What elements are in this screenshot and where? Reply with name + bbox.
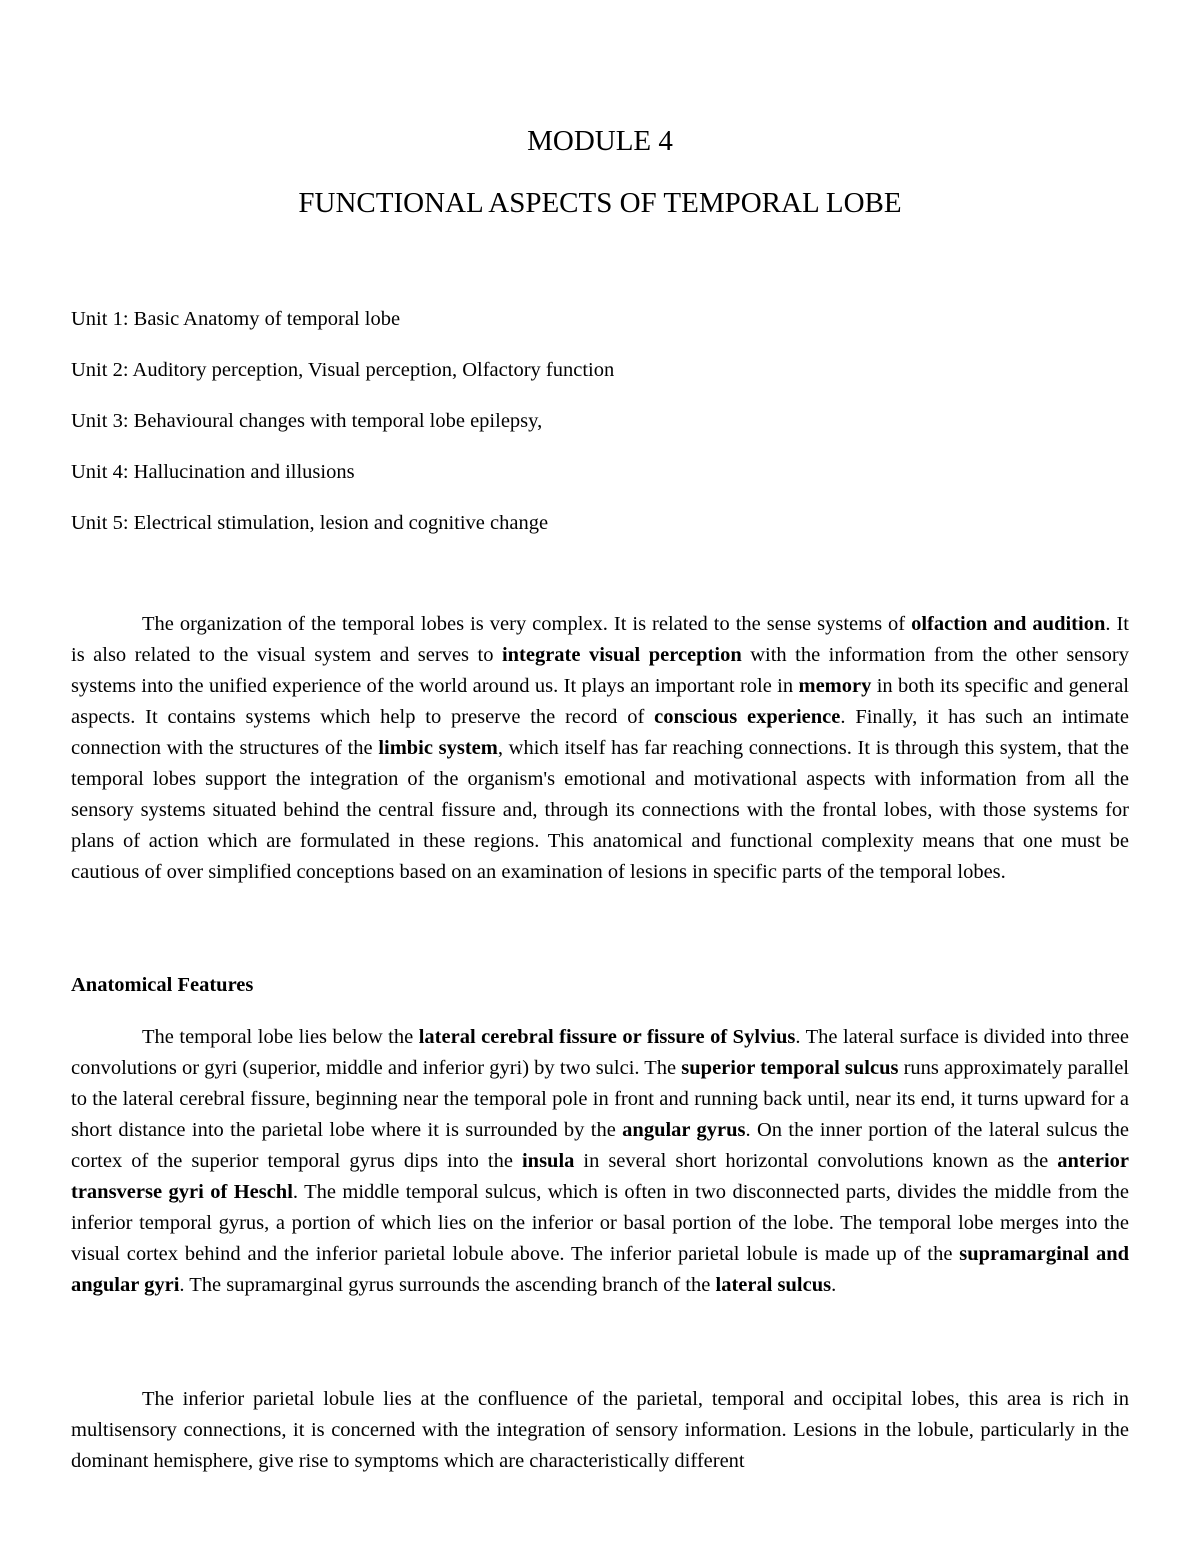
text-run: runs approximately parallel to the lateral cerebral fissure, beginning near the temporal pole in front and running back until, near its end, it turns upward for a short distance into the parietal lobe where it is surrounded by the <box>71 1057 1130 1141</box>
bold-term: olfaction and audition <box>911 613 1106 635</box>
text-run: The temporal lobe lies below the <box>142 1026 419 1048</box>
text-run: The inferior parietal lobule lies at the confluence of the parietal, temporal and occipital lobes, this area is rich in multisensory connections, it is concerned with the integration of sensory information. Lesions in the lobule, particularly in the dominant hemisphere, give rise to symptoms which are characteristically different <box>71 1388 1129 1472</box>
text-run: . The middle temporal sulcus, which is often in two disconnected parts, divides the middle from the inferior temporal gyrus, a portion of which lies on the inferior or basal portion of the lobe. The temporal lobe merges into the visual cortex behind and the inferior parietal lobule above. The inferior parietal lobule is made up of the <box>71 1181 1130 1265</box>
text-run: . The lateral surface is divided into three convolutions or gyri (superior, middle and inferior gyri) by two sulci. The <box>71 1026 1130 1079</box>
text-run: in both its specific and general aspects. It contains systems which help to preserve the record of <box>71 675 1129 728</box>
module-subtitle: FUNCTIONAL ASPECTS OF TEMPORAL LOBE <box>298 187 902 219</box>
bold-term: integrate visual perception <box>501 644 742 666</box>
text-run: with the information from the other sensory systems into the unified experience of the world around us. It plays an important role in <box>71 644 1129 697</box>
bold-term: conscious experience <box>654 706 841 728</box>
unit-item: Unit 2: Auditory perception, Visual perception, Olfactory function <box>71 359 615 381</box>
text-run: in several short horizontal convolutions known as the <box>574 1150 1058 1172</box>
text-run: . Finally, it has such an intimate connection with the structures of the <box>71 706 1129 759</box>
text-run: The organization of the temporal lobes is very complex. It is related to the sense systems of <box>142 613 912 635</box>
bold-term: superior temporal sulcus <box>681 1057 899 1079</box>
unit-list <box>71 306 1131 561</box>
unit-item: Unit 3: Behavioural changes with temporal lobe epilepsy, <box>71 410 543 432</box>
text-run: . The supramarginal gyrus surrounds the ascending branch of the <box>179 1274 716 1296</box>
text-run: . On the inner portion of the lateral sulcus the cortex of the superior temporal gyrus dips into the <box>71 1119 1129 1172</box>
text-run: . It is also related to the visual system and serves to <box>71 613 1129 666</box>
text-run: , which itself has far reaching connections. It is through this system, that the temporal lobes support the integration of the organism's emotional and motivational aspects with information from all the sensory systems situated behind the central fissure and, through its connections with the frontal lobes, with those systems for plans of action which are formulated in these regions. This anatomical and functional complexity means that one must be cautious of over simplified conceptions based on an examination of lesions in specific parts of the temporal lobes. <box>71 737 1130 883</box>
section-heading: Anatomical Features <box>71 974 254 996</box>
unit-item: Unit 5: Electrical stimulation, lesion and cognitive change <box>71 512 549 534</box>
text-run: . <box>831 1274 837 1296</box>
bold-term: lateral sulcus <box>715 1274 832 1296</box>
module-title: MODULE 4 <box>527 125 673 157</box>
bold-term: angular gyrus <box>622 1119 746 1141</box>
bold-term: memory <box>798 675 872 697</box>
bold-term: limbic system <box>378 737 498 759</box>
bold-term: lateral cerebral fissure or fissure of Sylvius <box>418 1026 796 1048</box>
bold-term: insula <box>521 1150 575 1172</box>
bold-term: supramarginal and angular gyri <box>71 1243 1129 1296</box>
unit-item: Unit 4: Hallucination and illusions <box>71 461 355 483</box>
bold-term: anterior transverse gyri of Heschl <box>71 1150 1129 1203</box>
intro-paragraph <box>71 609 1129 888</box>
parietal-lobule-paragraph <box>71 1384 1129 1477</box>
unit-item: Unit 1: Basic Anatomy of temporal lobe <box>71 308 401 330</box>
anatomy-paragraph <box>71 1022 1129 1301</box>
